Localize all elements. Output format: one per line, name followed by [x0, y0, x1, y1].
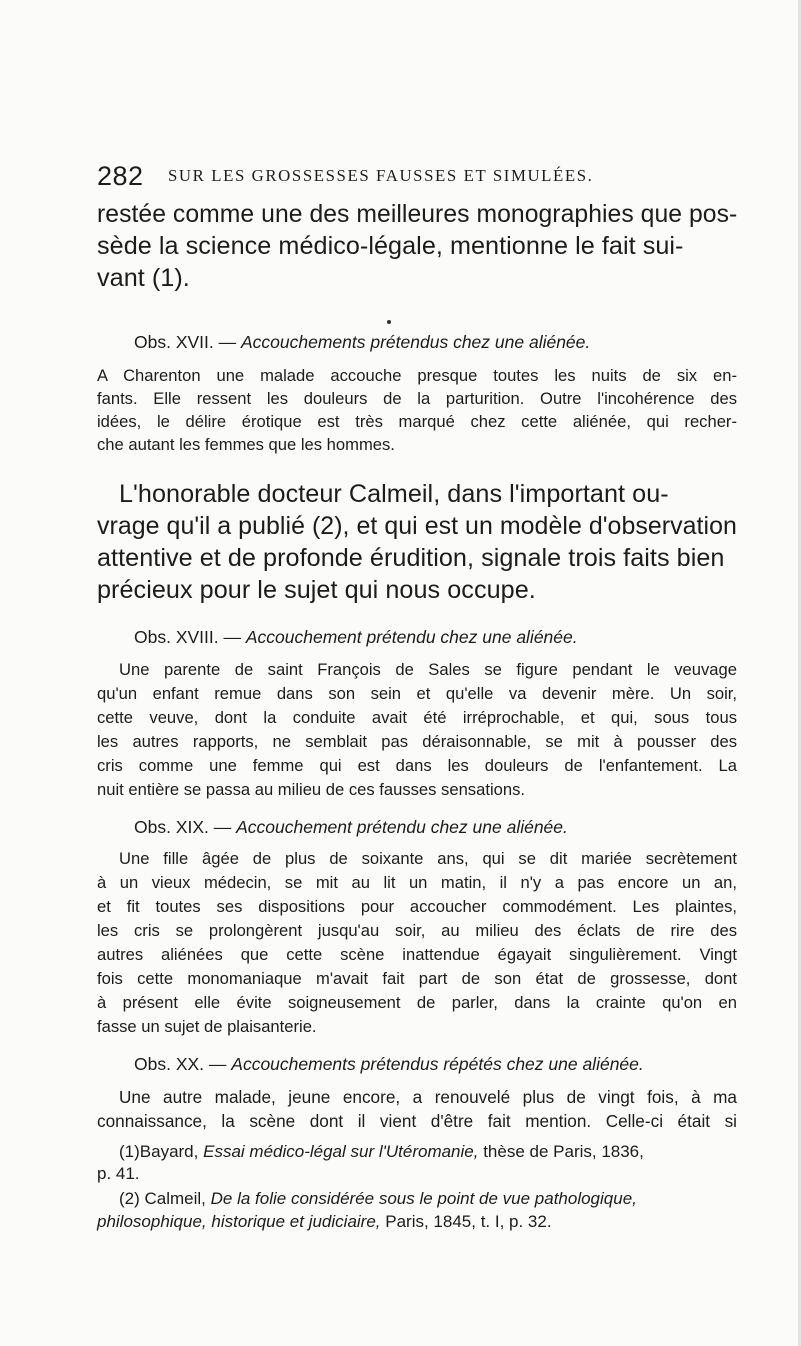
footnote-2-author: (2) Calmeil, [119, 1189, 206, 1208]
text-line: restée comme une des meilleures monographies que pos- [97, 200, 738, 228]
text-line: Une autre malade, jeune encore, a renouvelé plus de vingt fois, à ma [119, 1087, 737, 1107]
obs-19-label: Obs. XIX. — [134, 817, 232, 837]
obs-20-heading [134, 1053, 644, 1075]
text-line: à un vieux médecin, se mit au lit un matin, il n'y a pas encore un an, [97, 873, 737, 892]
text-line: précieux pour le sujet qui nous occupe. [97, 576, 536, 604]
text-line: L'honorable docteur Calmeil, dans l'important ou- [119, 480, 669, 508]
footnote-2-title: De la folie considérée sous le point de vue pathologique, [210, 1189, 637, 1208]
obs-18-heading [134, 626, 578, 648]
text-line: vrage qu'il a publié (2), et qui est un modèle d'observation [97, 512, 737, 540]
obs-19-heading [134, 816, 568, 838]
obs-20-label: Obs. XX. — [134, 1054, 227, 1074]
footnotes [97, 1142, 737, 1252]
obs-20-text [97, 1087, 737, 1133]
footnote-2-cont [97, 1212, 552, 1232]
text-line: fasse un sujet de plaisanterie. [97, 1017, 317, 1036]
ink-speck [387, 320, 391, 324]
obs-17-label: Obs. XVII. — [134, 332, 237, 352]
text-line: idées, le délire érotique est très marqué chez cette aliénée, qui recher- [97, 412, 737, 431]
text-line: les cris se prolongèrent jusqu'au soir, au milieu des éclats de rire des [97, 921, 737, 940]
footnote-2 [119, 1189, 637, 1209]
footnote-1-title: Essai médico-légal sur l'Utéromanie, [203, 1142, 479, 1161]
intro-paragraph [97, 200, 737, 296]
obs-18-label: Obs. XVIII. — [134, 627, 241, 647]
footnote-1-details: thèse de Paris, 1836, [483, 1142, 644, 1161]
obs-17-heading [134, 331, 590, 353]
text-line: les autres rapports, ne semblait pas déraisonnable, se mit à pousser des [97, 732, 737, 751]
text-line: sède la science médico-légale, mentionne le fait sui- [97, 232, 684, 260]
obs-19-title: Accouchement prétendu chez une aliénée. [236, 817, 568, 837]
text-line: nuit entière se passa au milieu de ces fausses sensations. [97, 780, 525, 799]
page-number: 282 [97, 161, 144, 191]
obs-20-title: Accouchements prétendus répétés chez une aliénée. [231, 1054, 644, 1074]
calmeil-paragraph [97, 480, 737, 608]
obs-18-title: Accouchement prétendu chez une aliénée. [245, 627, 578, 647]
obs-17-text [97, 366, 737, 458]
text-line: cris comme une femme qui est dans les douleurs de l'enfantement. La [97, 756, 737, 775]
obs-18-text [97, 660, 737, 800]
text-line: A Charenton une malade accouche presque toutes les nuits de six en- [97, 366, 737, 385]
text-line: fants. Elle ressent les douleurs de la parturition. Outre l'incohérence des [97, 389, 737, 408]
text-line: connaissance, la scène dont il vient d'être fait mention. Celle-ci était si [97, 1111, 737, 1131]
text-line: et fit toutes ses dispositions pour accoucher commodément. Les plaintes, [97, 897, 737, 916]
text-line: à présent elle évite soigneusement de parler, dans la crainte qu'on en [97, 993, 737, 1012]
footnote-1 [119, 1142, 644, 1162]
running-title: SUR LES GROSSESSES FAUSSES ET SIMULÉES. [168, 166, 594, 185]
text-line: Une parente de saint François de Sales se figure pendant le veuvage [119, 660, 737, 679]
text-line: autres aliénées que cette scène inattendue égayait singulièrement. Vingt [97, 945, 737, 964]
text-line: qu'un enfant remue dans son sein et qu'elle va devenir mère. Un soir, [97, 684, 737, 703]
text-line: cette veuve, dont la conduite avait été irréprochable, et qui, sous tous [97, 708, 737, 727]
text-line: vant (1). [97, 264, 190, 292]
footnote-1-author: (1)Bayard, [119, 1142, 199, 1161]
footnote-2-details: Paris, 1845, t. I, p. 32. [385, 1212, 552, 1231]
text-line: Une fille âgée de plus de soixante ans, qui se dit mariée secrètement [119, 849, 737, 868]
text-line: che autant les femmes que les hommes. [97, 435, 395, 454]
text-line: attentive et de profonde érudition, signale trois faits bien [97, 544, 725, 572]
obs-19-text [97, 849, 737, 1039]
footnote-1-cont: p. 41. [97, 1164, 140, 1183]
text-line: fois cette monomaniaque m'avait fait part de son état de grossesse, dont [97, 969, 737, 988]
footnote-2-title-cont: philosophique, historique et judiciaire, [97, 1212, 381, 1231]
obs-17-title: Accouchements prétendus chez une aliénée. [241, 332, 591, 352]
